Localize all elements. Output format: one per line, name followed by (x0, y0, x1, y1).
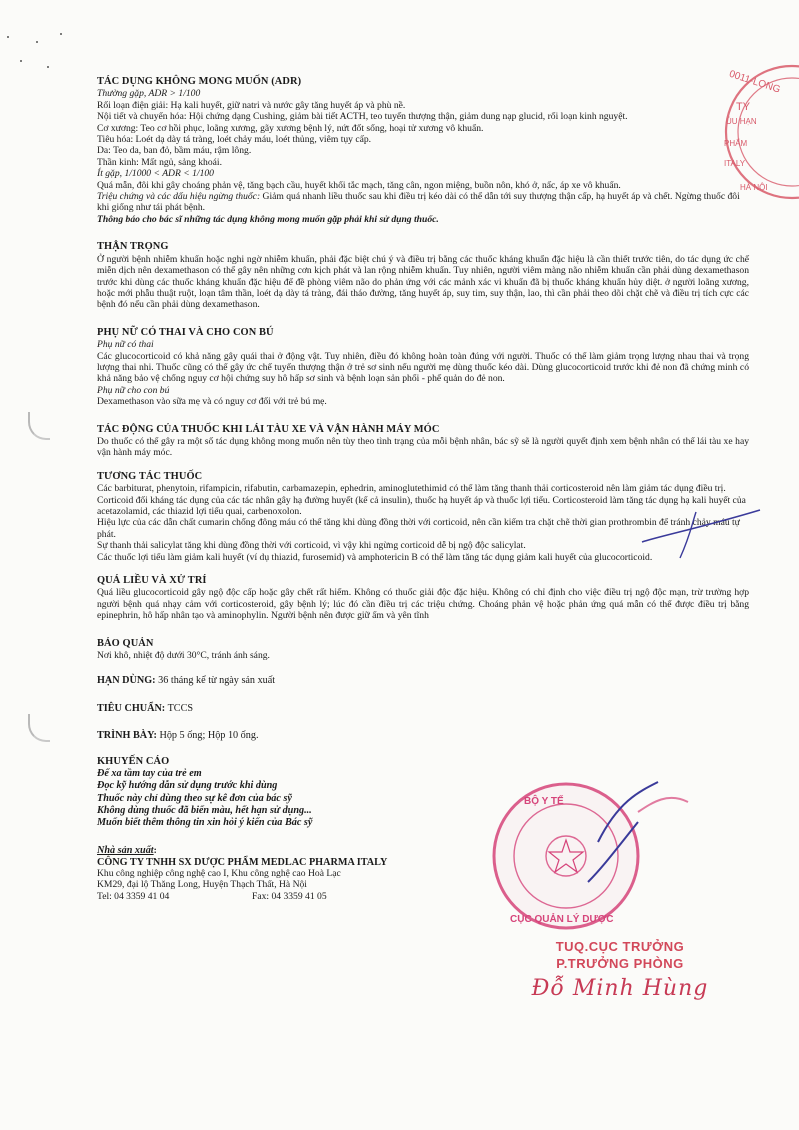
manufacturer-tel: Tel: 04 3359 41 04 (97, 890, 170, 902)
adr-rare-label: Ít gặp, 1/1000 < ADR < 1/100 (97, 168, 214, 180)
pregnancy-heading: PHỤ NỮ CÓ THAI VÀ CHO CON BÚ (97, 326, 274, 338)
expiry-text: 36 tháng kể từ ngày sản xuất (155, 675, 276, 687)
driving-heading: TÁC ĐỘNG CỦA THUỐC KHI LÁI TÀU XE VÀ VẬN HÀNH MÁY MÓC (97, 423, 440, 435)
caution-text: Ở người bệnh nhiễm khuẩn hoặc nghi ngờ nhiễm khuẩn, phải đặc biệt chú ý và điều trị bằng các thuốc kháng khuẩn đặc hiệu là cần thiết trước tiên, do tác dụng ức chế miễn dịch nên dexamethason có thể gây nên những cơn kịch phát và lan rộng nhiễm khuẩn. Tuy nhiên, người viêm màng não nhiễm khuẩn cần phải dùng dexamethason trước khi dùng các thuốc kháng khuẩn đặc hiệu để đề phòng viêm não do phản ứng với các mảnh xác vi khuẩn đã bị thuốc kháng khuẩn hủy diệt. ở người loãng xương, hoặc mới phẫu thuật ruột, loạn tâm thần, loét dạ dày tá tràng, đái tháo đường, tăng huyết áp, suy tim, suy thận, lao, thì cần phải theo dõi chặt chẽ và điều trị tích cực các bệnh đó nếu cần phải dùng dexamethason. (97, 253, 749, 311)
advice-item: Không dùng thuốc đã biến màu, hết hạn sử dụng... (97, 804, 312, 816)
interaction-item: Các thuốc lợi tiểu làm giảm kali huyết (ví dụ thiazid, furosemid) và amphotericin B có thể làm tăng tác dụng giảm kali huyết của glucocorticoid. (97, 551, 653, 563)
adr-withdrawal-label: Triệu chứng và các dấu hiệu ngừng thuốc: (97, 191, 261, 203)
company-stamp (700, 62, 799, 202)
adr-withdrawal-text: Giảm quá nhanh liều thuốc sau khi điều trị kéo dài có thể dẫn tới suy thượng thận cấp, hạ huyết áp và chết. Ngừng thuốc đôi khi giống như tái phát bệnh. (97, 191, 740, 214)
signature-block (520, 938, 720, 1001)
overdose-text: Quá liều glucocorticoid gây ngộ độc cấp hoặc gây chết rất hiếm. Không có thuốc giải độc đặc hiệu. Không có chỉ định cho việc điều trị ngộ độc mạn, trừ trường hợp người bệnh quá nhạy cảm với corticosteroid, gây bệnh lý; lúc đó cần điều trị các triệu chứng. Choáng phản vệ hoặc phản ứng quá mẫn có thể được điều trị bằng epinephrin, hô hấp nhân tạo và aminophylin. Người bệnh nên được giữ ấm và yên tĩnh (97, 587, 749, 622)
advice-heading: KHUYẾN CÁO (97, 755, 170, 767)
manufacturer-address1: Khu công nghiệp công nghệ cao I, Khu công nghệ cao Hoà Lạc (97, 867, 341, 879)
packaging-line (97, 730, 749, 741)
paper-speck (20, 60, 22, 62)
pen-mark (640, 506, 770, 562)
caution-heading: THẬN TRỌNG (97, 241, 169, 253)
standard-text: TCCS (165, 702, 194, 714)
advice-item: Muốn biết thêm thông tin xin hỏi ý kiến của Bác sỹ (97, 816, 313, 828)
pregnancy-section (97, 327, 749, 408)
stamp-text: CỤC QUẢN LÝ DƯỢC (510, 914, 614, 925)
standard-label: TIÊU CHUẨN: (97, 702, 166, 714)
expiry-line (97, 675, 749, 686)
adr-common-item: Cơ xương: Teo cơ hồi phục, loãng xương, gãy xương bệnh lý, nứt đốt sống, hoại tử xương vô khuẩn. (97, 122, 484, 134)
advice-item: Đọc kỹ hướng dẫn sử dụng trước khi dùng (97, 780, 278, 792)
stamp-text: BỘ Y TẾ (524, 796, 564, 807)
adr-common-item: Rối loạn điện giải: Hạ kali huyết, giữ natri và nước gây tăng huyết áp và phù nề. (97, 99, 406, 111)
adr-common-label: Thường gặp, ADR > 1/100 (97, 88, 201, 100)
manufacturer-name: CÔNG TY TNHH SX DƯỢC PHẨM MEDLAC PHARMA ITALY (97, 856, 388, 868)
stamp-text: 0011-LONG (727, 68, 782, 96)
adr-common-item: Tiêu hóa: Loét dạ dày tá tràng, loét chảy máu, loét thủng, viêm tụy cấp. (97, 134, 372, 146)
paper-speck (36, 41, 38, 43)
paper-speck (60, 33, 62, 35)
pregnant-text: Các glucocorticoid có khả năng gây quái thai ở động vật. Tuy nhiên, điều đó không hoàn toàn đúng với người. Thuốc có thể làm giảm trọng lượng nhau thai và trọng lượng thai nhi. Thuốc cũng có thể gây ức chế tuyến thượng thận ở trẻ sơ sinh nếu người mẹ dùng thuốc kéo dài. Dùng glucocorticoid trước khi đẻ non đã chứng minh có khả năng bảo vệ chống nguy cơ hội chứng suy hô hấp sơ sinh và bệnh loạn sản phổi - phế quản do đẻ non. (97, 350, 749, 385)
packaging-text: Hộp 5 ống; Hộp 10 ống. (156, 730, 259, 742)
signature-name: Đỗ Minh Hùng (531, 976, 709, 1001)
packaging-label: TRÌNH BÀY: (97, 730, 157, 742)
interaction-item: Corticoid đối kháng tác dụng của các tác nhân gây hạ đường huyết (kể cả insulin), thuốc hạ huyết áp và thuốc lợi tiểu. Corticosteroid làm tăng tác dụng hạ kali huyết của acetazolamid, các thiazid lợi tiểu quai, carbenoxolon. (97, 494, 746, 517)
signature-title-1: TUQ.CỤC TRƯỞNG (555, 939, 685, 954)
storage-heading: BẢO QUẢN (97, 637, 154, 649)
pregnant-label: Phụ nữ có thai (97, 339, 154, 351)
paper-speck (47, 66, 49, 68)
stamp-text: ÚU HẠN (726, 117, 757, 126)
adr-withdrawal (97, 191, 749, 214)
advice-item: Để xa tầm tay của trẻ em (97, 768, 202, 780)
adr-heading: TÁC DỤNG KHÔNG MONG MUỐN (ADR) (97, 76, 302, 87)
adr-common-item: Da: Teo da, ban đỏ, bầm máu, rậm lông. (97, 145, 252, 157)
adr-common-item: Thần kinh: Mất ngủ, sảng khoái. (97, 156, 222, 168)
overdose-section (97, 575, 749, 622)
binder-hole (28, 714, 50, 742)
stamp-text: HÀ NỘI (740, 183, 768, 192)
stamp-text: TY (736, 101, 751, 113)
stamp-text: ITALY (724, 159, 746, 168)
expiry-label: HẠN DÙNG: (97, 675, 156, 687)
adr-common-item: Nội tiết và chuyển hóa: Hội chứng dạng Cushing, giảm bài tiết ACTH, teo tuyến thượng thận, giảm dung nạp glucid, rối loạn kinh nguyệt. (97, 111, 628, 123)
caution-section (97, 241, 749, 310)
stamp-text: PHẨM (724, 139, 748, 148)
interactions-heading: TƯƠNG TÁC THUỐC (97, 470, 203, 482)
adr-rare-text: Quá mẫn, đôi khi gây choáng phản vệ, tăng bạch cầu, huyết khối tắc mạch, tăng cân, ngon miệng, buồn nôn, khó ở, nấc, áp xe vô khuẩn. (97, 179, 621, 191)
binder-hole (28, 412, 50, 440)
manufacturer-section: Nhà sản xuất: CÔNG TY TNHH SX DƯỢC PHẨM MEDLAC PHARMA ITALY Khu công nghiệp công nghệ cao I, Khu công nghệ cao Hoà Lạc KM29, đại lộ Thăng Long, Huyện Thạch Thất, Hà Nội Tel: 04 3359 41 04 Fax: 04 3359 41 05 (97, 845, 749, 902)
interaction-item: Hiệu lực của các dẫn chất cumarin chống đông máu có thể tăng khi dùng đồng thời với corticoid, nên cần kiểm tra chặt chẽ thời gian prothrombin để tránh chảy máu tự phát. (97, 517, 740, 540)
interaction-item: Các barbiturat, phenytoin, rifampicin, rifabutin, carbamazepin, ephedrin, aminoglutethimid có thể làm tăng thanh thải corticosteroid nên làm giảm tác dụng điều trị. (97, 483, 726, 495)
adr-section (97, 76, 749, 225)
driving-text: Do thuốc có thể gây ra một số tác dụng không mong muốn nên tùy theo tình trạng của mỗi bệnh nhân, bác sỹ sẽ là người quyết định xem bệnh nhân có thể lái tàu xe hay vận hành máy móc. (97, 435, 749, 459)
storage-text: Nơi khô, nhiệt độ dưới 30°C, tránh ánh sáng. (97, 650, 270, 662)
standard-line (97, 703, 749, 714)
manufacturer-fax: Fax: 04 3359 41 05 (252, 890, 327, 902)
driving-section (97, 424, 749, 459)
paper-speck (7, 36, 9, 38)
storage-section (97, 638, 749, 662)
nursing-label: Phụ nữ cho con bú (97, 384, 170, 396)
manufacturer-address2: KM29, đại lộ Thăng Long, Huyện Thạch Thất, Hà Nội (97, 879, 307, 891)
signature-title-2: P.TRƯỞNG PHÒNG (556, 956, 684, 971)
adr-notice: Thông báo cho bác sĩ những tác dụng không mong muốn gặp phải khi sử dụng thuốc. (97, 213, 439, 225)
overdose-heading: QUÁ LIỀU VÀ XỬ TRÍ (97, 575, 207, 587)
manufacturer-label: Nhà sản xuất (97, 845, 154, 857)
ministry-stamp (488, 772, 708, 932)
interaction-item: Sự thanh thải salicylat tăng khi dùng đồng thời với corticoid, vì vậy khi ngừng corticoid dễ bị ngộ độc salicylat. (97, 540, 526, 552)
advice-item: Thuốc này chỉ dùng theo sự kê đơn của bác sỹ (97, 792, 292, 804)
nursing-text: Dexamethason vào sữa mẹ và có nguy cơ đối với trẻ bú mẹ. (97, 396, 327, 408)
